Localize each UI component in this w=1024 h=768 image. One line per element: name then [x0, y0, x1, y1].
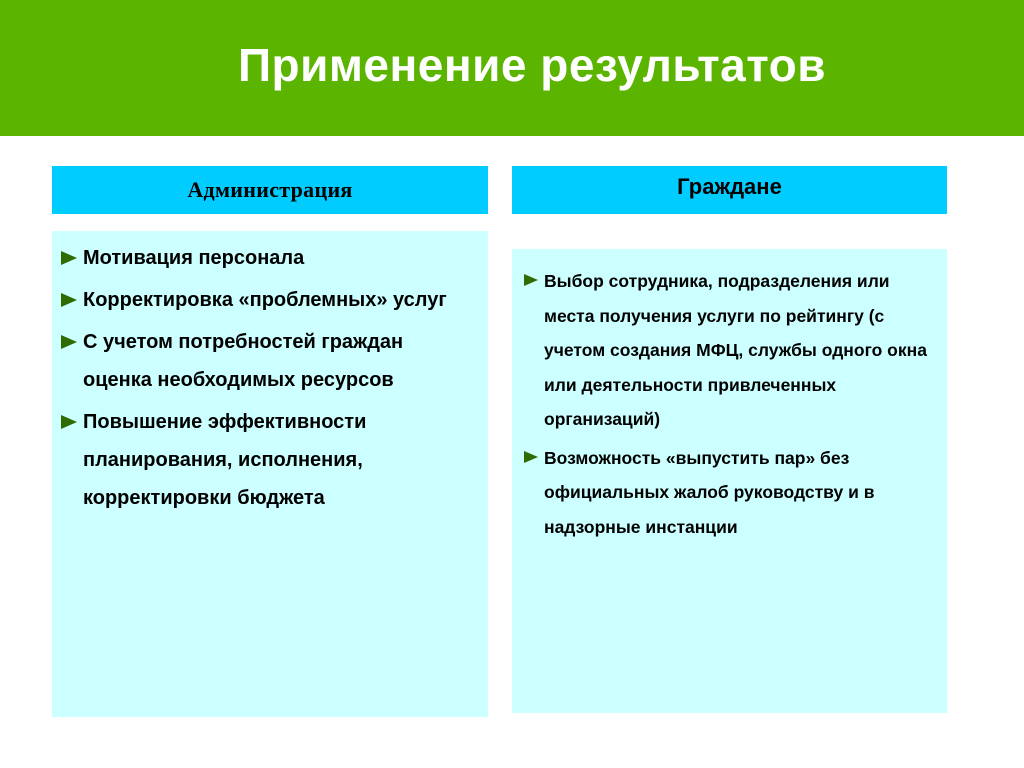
list-item-text: Повышение эффективности планирования, исполнения, корректировки бюджета	[83, 411, 367, 509]
citizens-list	[524, 264, 947, 544]
triangle-bullet-icon	[61, 293, 77, 307]
list-item-text: С учетом потребностей граждан оценка необходимых ресурсов	[83, 331, 404, 391]
triangle-bullet-icon	[61, 251, 77, 265]
list-item	[524, 264, 944, 437]
list-item	[61, 239, 473, 277]
citizens-header: Граждане	[512, 166, 947, 214]
triangle-bullet-icon	[61, 415, 77, 429]
list-item-text: Возможность «выпустить пар» без официальных жалоб руководству и в надзорные инстанции	[544, 447, 875, 537]
citizens-panel	[512, 249, 947, 713]
slide-title: Применение результатов	[237, 39, 827, 91]
list-item-text: Выбор сотрудника, подразделения или места получения услуги по рейтингу (с учетом создания МФЦ, службы одного окна или деятельности привлеченных организаций)	[544, 271, 927, 429]
administration-list	[61, 239, 488, 517]
administration-panel	[52, 231, 488, 717]
list-item	[61, 281, 473, 319]
list-item	[524, 441, 944, 545]
triangle-bullet-icon	[524, 451, 538, 463]
triangle-bullet-icon	[524, 274, 538, 286]
list-item	[61, 403, 473, 517]
administration-header: Администрация	[52, 166, 488, 214]
list-item-text: Корректировка «проблемных» услуг	[83, 289, 447, 311]
title-bar	[0, 0, 1024, 136]
list-item-text: Мотивация персонала	[83, 247, 305, 269]
triangle-bullet-icon	[61, 335, 77, 349]
list-item	[61, 323, 473, 399]
